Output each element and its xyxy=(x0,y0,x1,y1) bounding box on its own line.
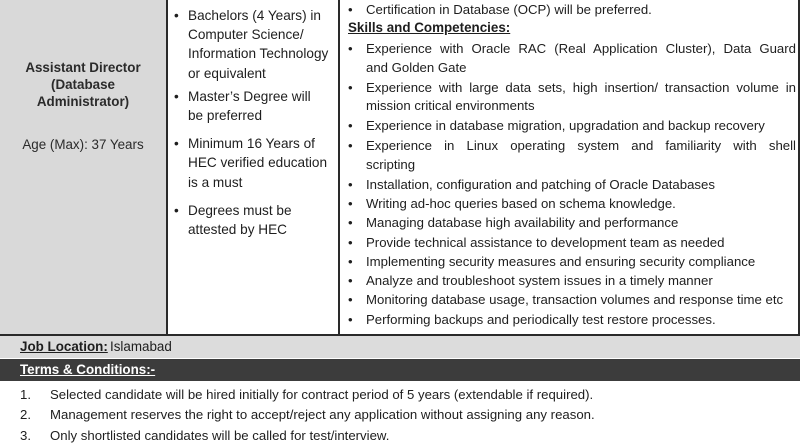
term-text: Management reserves the right to accept/reject any application without assigning any reason. xyxy=(50,407,595,422)
post-title-line: Administrator) xyxy=(36,94,130,109)
qualification-line: Bachelors (4 Years) in xyxy=(188,8,321,23)
qualification-line: Minimum 16 Years of xyxy=(188,136,315,151)
skill-line: and Golden Gate xyxy=(366,60,467,75)
skills-heading: Skills and Competencies: xyxy=(348,20,511,35)
qualification-line: Degrees must be xyxy=(188,203,292,218)
term-number: 3. xyxy=(20,428,31,443)
bullet-icon: • xyxy=(348,312,353,327)
skill-line: Analyze and troubleshoot system issues in a timely manner xyxy=(366,273,713,288)
bullet-icon: • xyxy=(348,138,353,153)
age-limit: Age (Max): 37 Years xyxy=(22,137,144,152)
qualification-line: Information Technology xyxy=(188,46,329,61)
bullet-icon: • xyxy=(348,273,353,288)
term-text: Selected candidate will be hired initially for contract period of 5 years (extendable if required). xyxy=(50,387,594,402)
skill-line: Monitoring database usage, transaction volumes and response time etc xyxy=(366,292,784,307)
skill-line: Experience in database migration, upgradation and backup recovery xyxy=(366,118,765,133)
bullet-icon: • xyxy=(348,196,353,211)
qualification-line: attested by HEC xyxy=(188,222,287,237)
certification-text: Certification in Database (OCP) will be preferred. xyxy=(366,2,652,17)
post-title xyxy=(0,59,166,110)
bullet-icon: • xyxy=(174,8,179,23)
bullet-icon: • xyxy=(348,235,353,250)
job-location-value: Islamabad xyxy=(110,339,172,354)
skill-line: Writing ad-hoc queries based on schema knowledge. xyxy=(366,196,676,211)
bullet-icon: • xyxy=(174,136,179,151)
job-location-label: Job Location: xyxy=(20,339,108,354)
term-number: 1. xyxy=(20,387,31,402)
bullet-icon: • xyxy=(348,215,353,230)
qualification-line: be preferred xyxy=(188,108,263,123)
skill-line: Experience with large data sets, high insertion/ transaction volume in xyxy=(366,80,796,95)
skill-line: Implementing security measures and ensuring security compliance xyxy=(366,254,756,269)
bullet-icon: • xyxy=(348,118,353,133)
job-location-bar xyxy=(0,336,800,358)
post-title-line: (Database xyxy=(50,77,115,92)
bullet-icon: • xyxy=(348,177,353,192)
bullet-icon: • xyxy=(174,203,179,218)
qualification-line: Computer Science/ xyxy=(188,27,304,42)
skill-line: Managing database high availability and performance xyxy=(366,215,679,230)
skill-line: Performing backups and periodically test restore processes. xyxy=(366,312,716,327)
bullet-icon: • xyxy=(348,41,353,56)
skill-line: Installation, configuration and patching of Oracle Databases xyxy=(366,177,715,192)
bullet-icon: • xyxy=(348,254,353,269)
post-column xyxy=(0,0,168,334)
post-title-line: Assistant Director xyxy=(25,60,141,75)
term-text: Only shortlisted candidates will be called for test/interview. xyxy=(50,428,390,443)
terms-heading: Terms & Conditions:- xyxy=(20,362,156,377)
bullet-icon: • xyxy=(174,89,179,104)
bullet-icon: • xyxy=(348,2,353,17)
requirements-column xyxy=(340,0,798,334)
qualification-line: Master’s Degree will xyxy=(188,89,311,104)
qualification-line: or equivalent xyxy=(188,66,266,81)
skill-line: Experience with Oracle RAC (Real Application Cluster), Data Guard xyxy=(366,41,796,56)
terms-heading-bar xyxy=(0,359,800,381)
skill-line: Experience in Linux operating system and familiarity with shell xyxy=(366,138,796,153)
skill-line: mission critical environments xyxy=(366,98,535,113)
bullet-icon: • xyxy=(348,80,353,95)
skill-line: scripting xyxy=(366,157,416,172)
qualification-line: is a must xyxy=(188,175,243,190)
bullet-icon: • xyxy=(348,292,353,307)
qualification-column xyxy=(168,0,340,334)
qualification-line: HEC verified education xyxy=(188,155,328,170)
term-number: 2. xyxy=(20,407,31,422)
skill-line: Provide technical assistance to development team as needed xyxy=(366,235,725,250)
